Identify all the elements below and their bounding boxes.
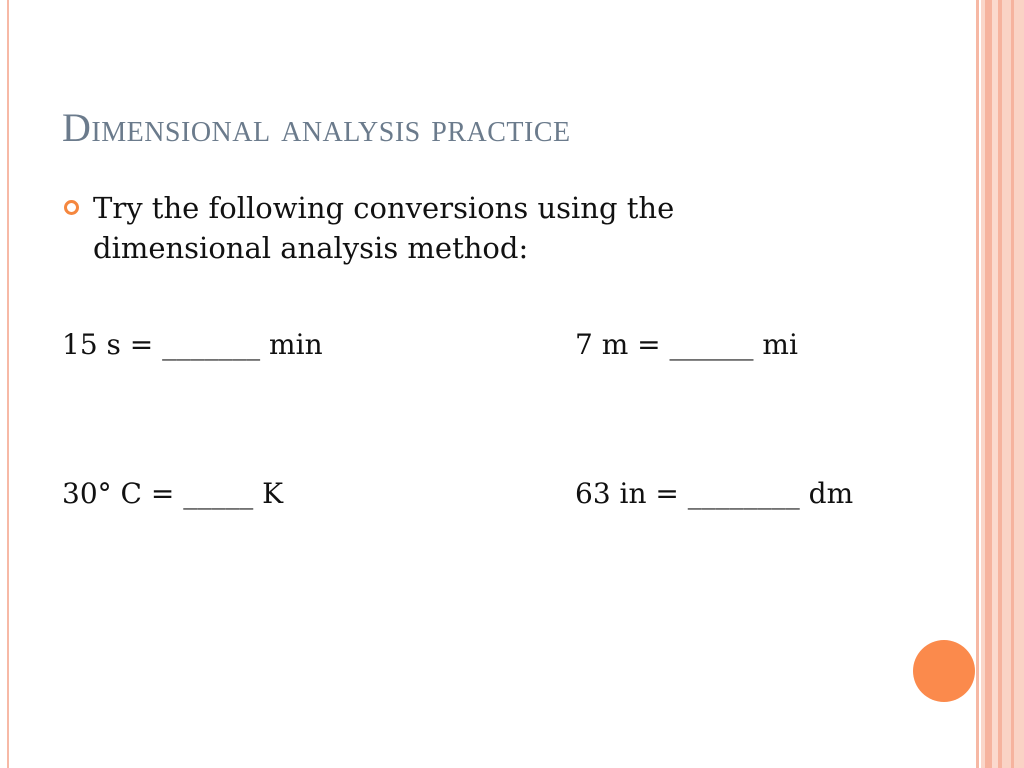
bullet-ring-icon	[64, 200, 79, 215]
right-stripe	[976, 0, 979, 768]
slide-title: Dimensional analysis practice	[62, 105, 571, 150]
problem-seconds-to-minutes: 15 s = _______ min	[62, 328, 323, 361]
right-stripe	[985, 0, 992, 768]
orange-circle-icon	[913, 640, 975, 702]
left-border-line	[7, 0, 9, 768]
problem-celsius-to-kelvin: 30° C = _____ K	[62, 477, 284, 510]
bullet-line-1: Try the following conversions using the	[93, 191, 675, 225]
problem-inches-to-decimeters: 63 in = ________ dm	[575, 477, 854, 510]
problem-meters-to-miles: 7 m = ______ mi	[575, 328, 798, 361]
bullet-item	[62, 188, 762, 268]
right-stripe	[1011, 0, 1014, 768]
bullet-line-2: dimensional analysis method:	[93, 231, 529, 265]
bullet-text	[93, 188, 762, 268]
